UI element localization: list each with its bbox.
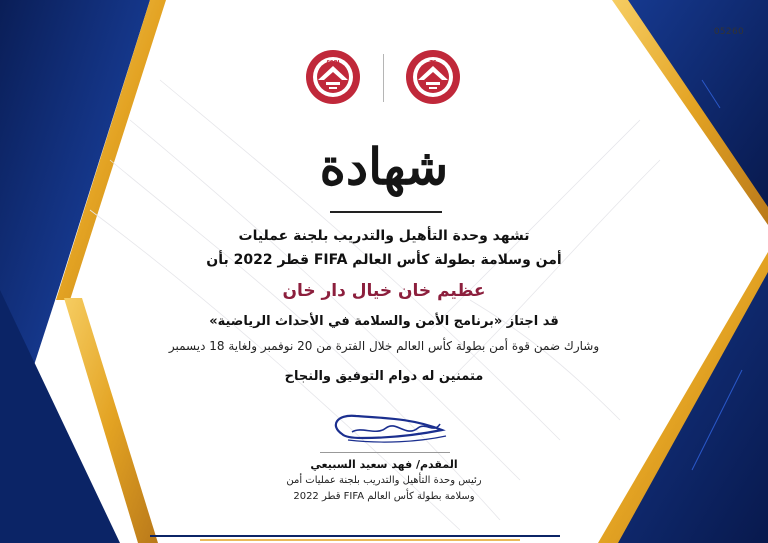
certificate-intro-line: تشهد وحدة التأهيل والتدريب بلجنة عمليات	[238, 228, 530, 244]
program-completed-line: قد اجتاز «برنامج الأمن والسلامة في الأحداث الرياضية»	[209, 314, 559, 329]
title-underline	[330, 211, 442, 213]
certificate-event-line: أمن وسلامة بطولة كأس العالم FIFA قطر 2022 بأن	[206, 252, 562, 268]
recipient-name: عظيم خان خيال دار خان	[282, 281, 486, 301]
committee-seal-icon	[304, 48, 362, 106]
signatory-title-line-2: وسلامة بطولة كأس العالم FIFA قطر 2022	[293, 491, 475, 502]
logo-separator	[383, 54, 384, 102]
signatory-title-line-1: رئيس وحدة التأهيل والتدريب بلجنة عمليات أمن	[286, 475, 482, 486]
certificate-title	[300, 126, 468, 204]
training-seal-emblem-text: TE	[429, 60, 437, 66]
certificate-title-text: شهادة	[319, 137, 449, 196]
logos-header	[304, 48, 464, 108]
committee-seal-emblem-text: SSOI	[326, 60, 340, 66]
participation-period-line: وشارك ضمن قوة أمن بطولة كأس العالم خلال الفترة من 20 نوفمبر ولغاية 18 ديسمبر	[168, 339, 600, 353]
signature-mark	[322, 404, 450, 452]
wishes-line: متمنين له دوام التوفيق والنجاح	[284, 369, 484, 384]
signature-rule	[320, 452, 450, 453]
training-unit-seal-icon	[404, 48, 462, 106]
certificate-serial-number: 05260	[713, 27, 744, 37]
signatory-name: المقدم/ فهد سعيد السبيعي	[310, 458, 458, 471]
